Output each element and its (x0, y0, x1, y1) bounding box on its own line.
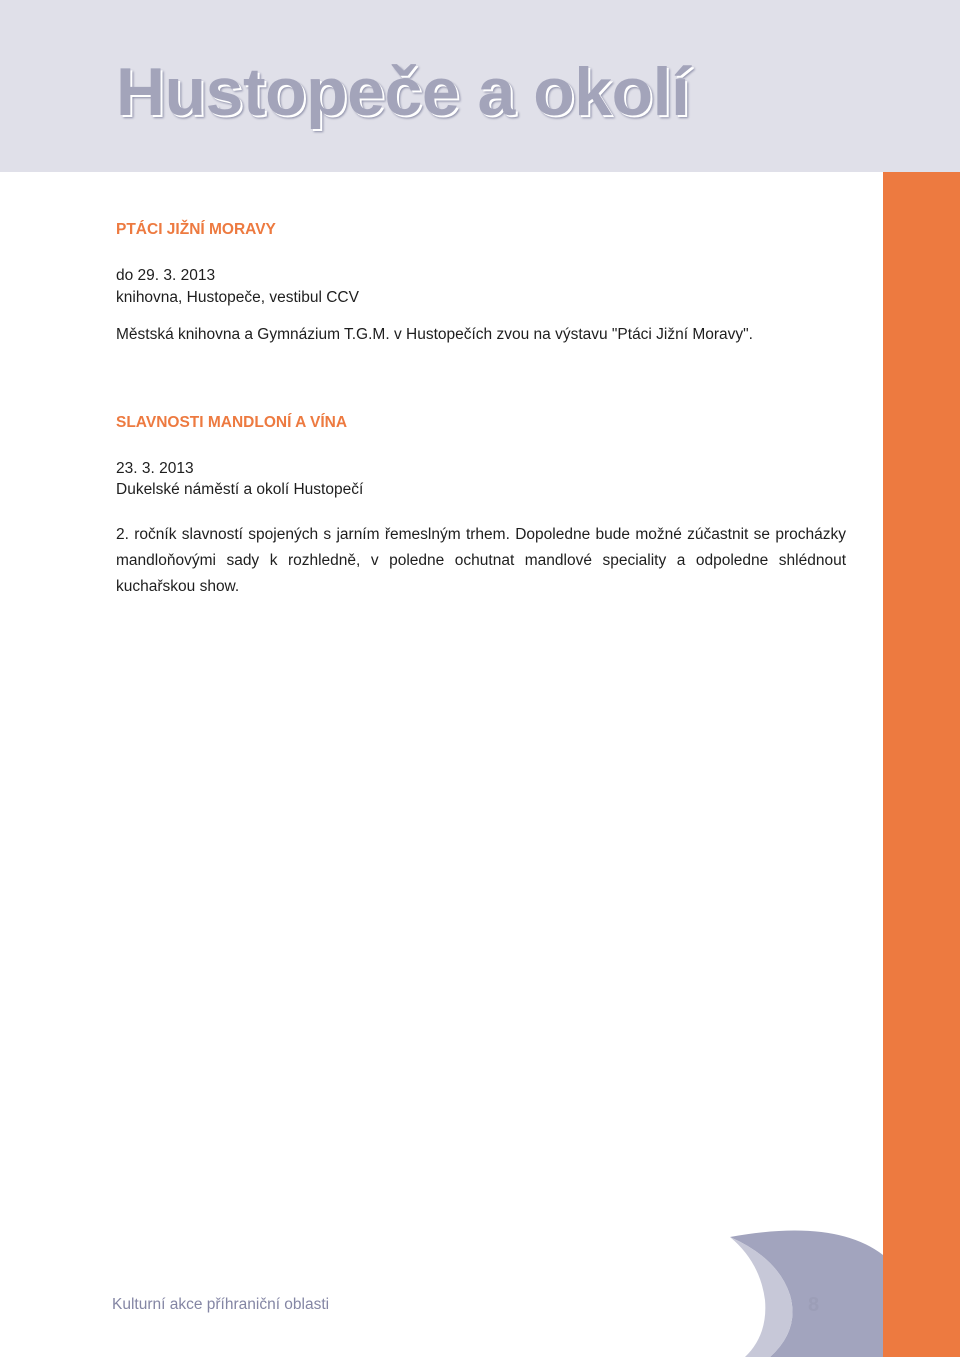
page-title: Hustopeče a okolí (116, 54, 690, 130)
event-2-description: 2. ročník slavností spojených s jarním řemeslným trhem. Dopoledne bude možné zúčastnit se procházky mandloňovými sady k rozhledně, v poledne ochutnat mandlové speciality a odpoledne shlédnout kuchařskou show. (116, 526, 846, 595)
event-2-place: Dukelské náměstí a okolí Hustopečí (116, 481, 364, 498)
page-number: 8 (808, 1294, 820, 1316)
footer-text: Kulturní akce příhraniční oblasti (112, 1296, 330, 1313)
event-2-date: 23. 3. 2013 (116, 460, 194, 477)
event-2-heading: SLAVNOSTI MANDLONÍ A VÍNA (116, 414, 348, 431)
event-1-heading: PTÁCI JIŽNÍ MORAVY (116, 221, 276, 238)
event-1-date: do 29. 3. 2013 (116, 267, 216, 284)
event-1-description: Městská knihovna a Gymnázium T.G.M. v Hustopečích zvou na výstavu "Ptáci Jižní Moravy". (116, 326, 753, 343)
event-1-place: knihovna, Hustopeče, vestibul CCV (116, 289, 359, 306)
